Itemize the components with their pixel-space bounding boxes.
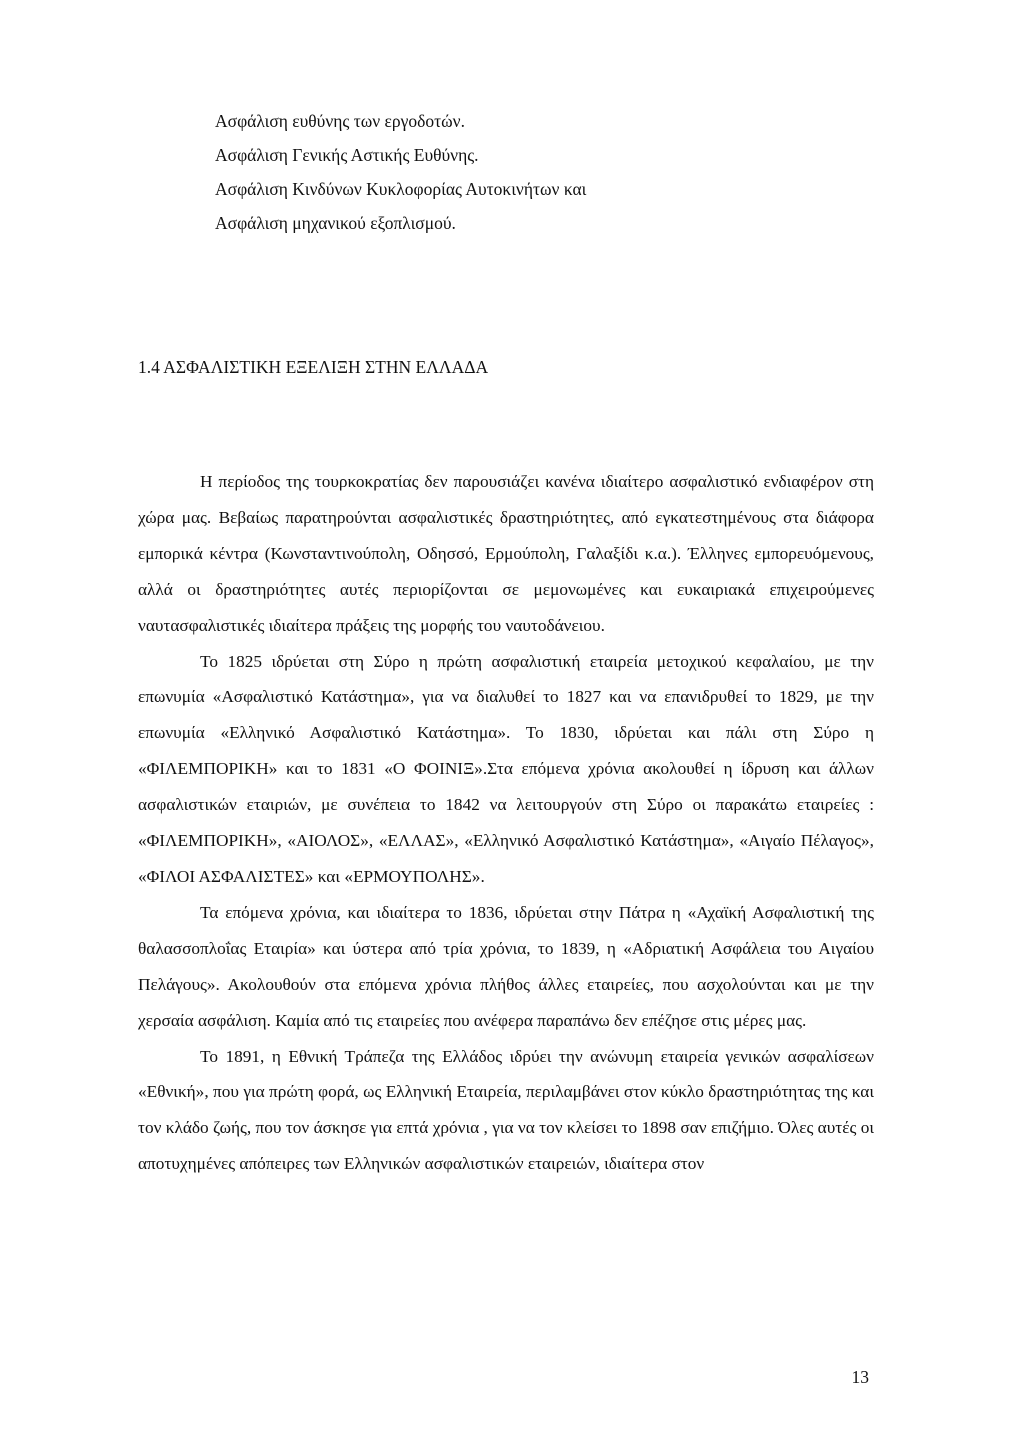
insurance-types-list bbox=[215, 104, 586, 240]
list-item: Ασφάλιση ευθύνης των εργοδοτών. bbox=[215, 111, 465, 131]
paragraph: Το 1891, η Εθνική Τράπεζα της Ελλάδος ιδρύει την ανώνυμη εταιρεία γενικών ασφαλίσεων «Εθνική», που για πρώτη φορά, ως Ελληνική Εταιρεία, περιλαμβάνει στον κύκλο δραστηριότητας της και τον κλάδο ζωής, που τον άσκησε για επτά χρόνια , για να τον κλείσει το 1898 σαν επιζήμιο. Όλες αυτές οι αποτυχημένες απόπειρες των Ελληνικών ασφαλιστικών εταιρειών, ιδιαίτερα στον bbox=[138, 1046, 874, 1174]
paragraph: Η περίοδος της τουρκοκρατίας δεν παρουσιάζει κανένα ιδιαίτερο ασφαλιστικό ενδιαφέρον στη χώρα μας. Βεβαίως παρατηρούνται ασφαλιστικές δραστηριότητες, από εγκατεστημένους στα διάφορα εμπορικά κέντρα (Κωνσταντινούπολη, Οδησσό, Ερμούπολη, Γαλαξίδι κ.α.). Έλληνες εμπορευόμενους, αλλά οι δραστηριότητες αυτές περιορίζονται σε μεμονωμένες και ευκαιριακά επιχειρούμενες ναυτασφαλιστικές ιδιαίτερα πράξεις της μορφής του ναυτοδάνειου. bbox=[138, 472, 874, 635]
body-text bbox=[138, 464, 874, 1182]
section-heading: 1.4 ΑΣΦΑΛΙΣΤΙΚΗ ΕΞΕΛΙΞΗ ΣΤΗΝ ΕΛΛΑΔΑ bbox=[138, 357, 489, 377]
list-item: Ασφάλιση Κινδύνων Κυκλοφορίας Αυτοκινήτων και bbox=[215, 179, 587, 199]
page-number: 13 bbox=[851, 1367, 869, 1387]
paragraph: Το 1825 ιδρύεται στη Σύρο η πρώτη ασφαλιστική εταιρεία μετοχικού κεφαλαίου, με την επωνυμία «Ασφαλιστικό Κατάστημα», για να διαλυθεί το 1827 και να επανιδρυθεί το 1829, με την επωνυμία «Ελληνικό Ασφαλιστικό Κατάστημα». Το 1830, ιδρύεται και πάλι στη Σύρο η «ΦΙΛΕΜΠΟΡΙΚΗ» και το 1831 «Ο ΦΟΙΝΙΞ».Στα επόμενα χρόνια ακολουθεί η ίδρυση και άλλων ασφαλιστικών εταιριών, με συνέπεια το 1842 να λειτουργούν στη Σύρο οι παρακάτω εταιρείες : «ΦΙΛΕΜΠΟΡΙΚΗ», «ΑΙΟΛΟΣ», «ΕΛΛΑΣ», «Ελληνικό Ασφαλιστικό Κατάστημα», «Αιγαίο Πέλαγος», «ΦΙΛΟΙ ΑΣΦΑΛΙΣΤΕΣ» και «ΕΡΜΟΥΠΟΛΗΣ». bbox=[138, 651, 874, 886]
list-item: Ασφάλιση μηχανικού εξοπλισμού. bbox=[215, 213, 456, 233]
paragraph: Τα επόμενα χρόνια, και ιδιαίτερα το 1836, ιδρύεται στην Πάτρα η «Αχαϊκή Ασφαλιστική της θαλασσοπλοΐας Εταιρία» και ύστερα από τρία χρόνια, το 1839, η «Αδριατική Ασφάλεια του Αιγαίου Πελάγους». Ακολουθούν στα επόμενα χρόνια πλήθος άλλες εταιρείες, που ασχολούνται και με την χερσαία ασφάλιση. Καμία από τις εταιρείες που ανέφερα παραπάνω δεν επέζησε στις μέρες μας. bbox=[138, 902, 874, 1030]
list-item: Ασφάλιση Γενικής Αστικής Ευθύνης. bbox=[215, 145, 479, 165]
